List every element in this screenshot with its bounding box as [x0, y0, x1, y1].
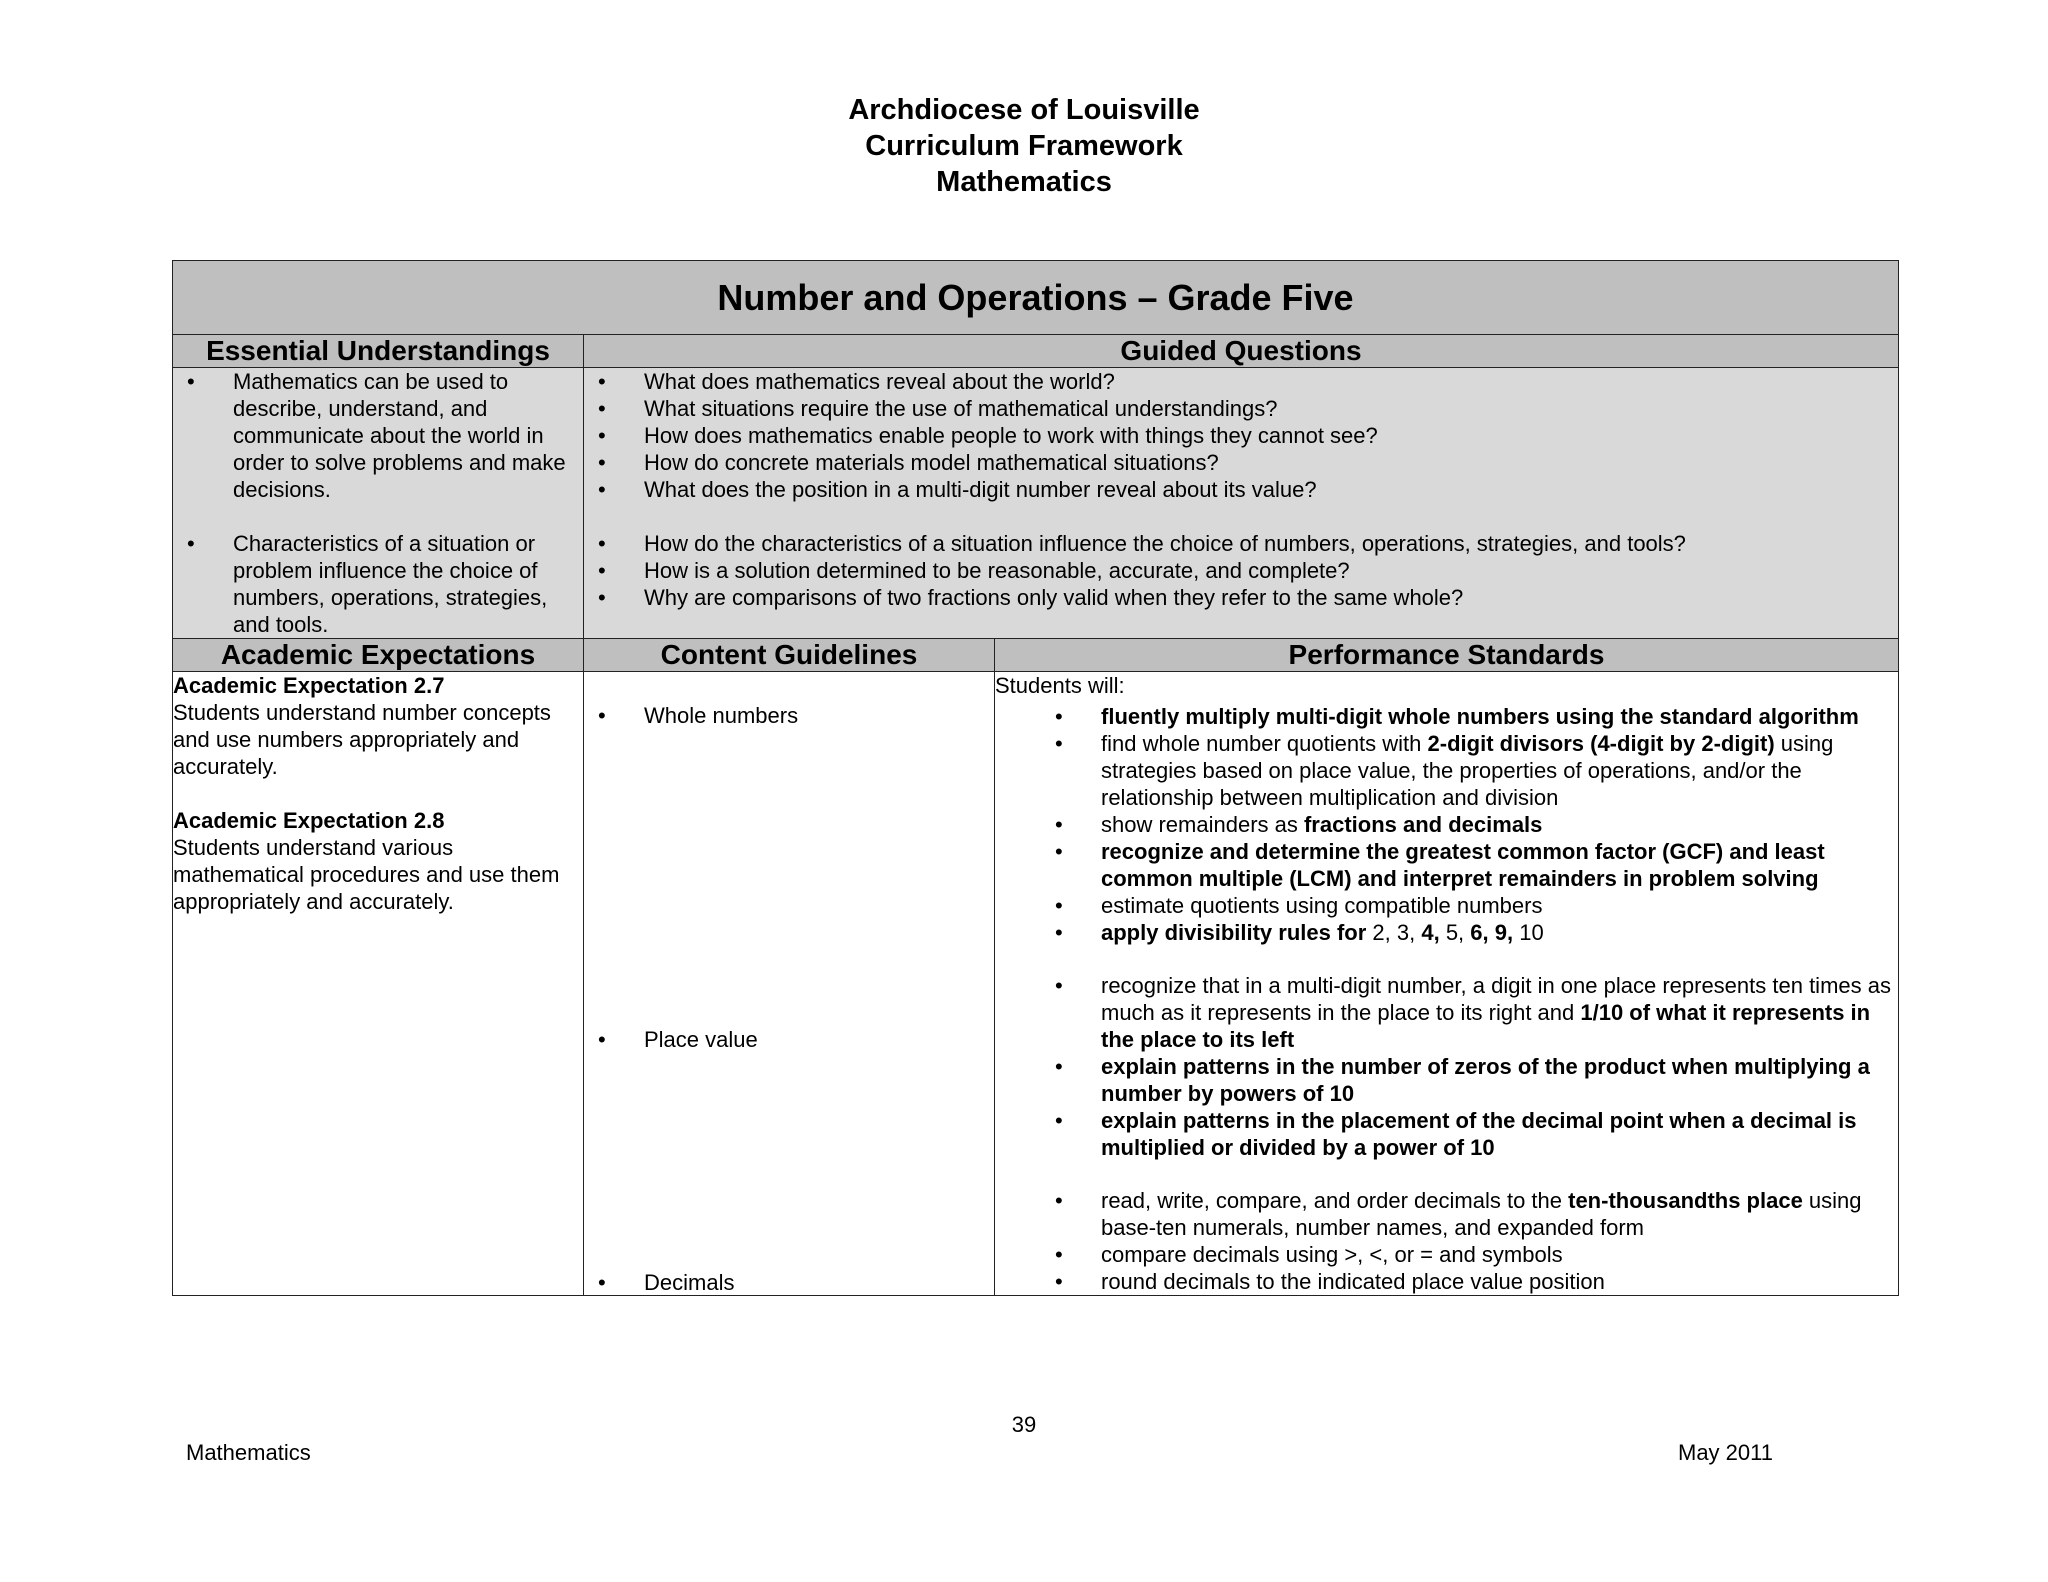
- academic-expectation: [173, 672, 583, 780]
- academic-expectation-title: Academic Expectation 2.7: [173, 673, 445, 698]
- performance-standard: [995, 1241, 1898, 1268]
- text: compare decimals using >, <, or = and symbols: [1101, 1242, 1563, 1267]
- performance-standard: [995, 703, 1898, 730]
- content-guidelines-cell: [584, 672, 995, 1296]
- performance-standard: [995, 1053, 1898, 1107]
- content-guideline: • Whole numbers: [584, 702, 994, 729]
- text: using strategies based on place value, the properties of operations, and/or the relationship between multiplication and division: [1101, 731, 1834, 810]
- header-framework: Curriculum Framework: [865, 130, 1183, 162]
- bold-text: ten-thousandths place: [1568, 1188, 1803, 1213]
- text: 5,: [1439, 920, 1471, 945]
- table-title: Number and Operations – Grade Five: [173, 261, 1899, 335]
- bold-text: apply divisibility rules for: [1101, 920, 1367, 945]
- guided-question: • Why are comparisons of two fractions only valid when they refer to the same whole?: [584, 584, 1898, 611]
- text: 10: [1513, 920, 1544, 945]
- performance-standard: [995, 730, 1898, 811]
- performance-standards-cell: [995, 672, 1899, 1296]
- bold-text: 2-digit divisors (4-digit by 2-digit): [1427, 731, 1775, 756]
- essential-item: • Characteristics of a situation or problem influence the choice of numbers, operations, strategies, and tools.: [173, 530, 583, 638]
- guided-question: • How do the characteristics of a situation influence the choice of numbers, operations, strategies, and tools?: [584, 530, 1898, 557]
- text: recognize that in a multi-digit number, a digit in one place represents ten times as much as it represents in the place to its right and: [1101, 973, 1891, 1025]
- header-subject: Mathematics: [936, 166, 1112, 198]
- bold-text: recognize and determine the greatest common factor (GCF) and least common multiple (LCM) and interpret remainders in problem solving: [1101, 839, 1825, 891]
- text: find whole number quotients with: [1101, 731, 1428, 756]
- performance-standard: [995, 919, 1898, 946]
- performance-intro: Students will:: [995, 673, 1125, 698]
- performance-standards-heading: Performance Standards: [995, 639, 1899, 672]
- text: show remainders as: [1101, 812, 1304, 837]
- text: using base-ten numerals, number names, and expanded form: [1101, 1188, 1862, 1240]
- text: 2, 3,: [1366, 920, 1422, 945]
- guided-questions-heading: Guided Questions: [584, 335, 1899, 368]
- performance-standard: [995, 1107, 1898, 1161]
- bold-text: fractions and decimals: [1303, 812, 1543, 837]
- document-header: [0, 92, 2048, 200]
- performance-standard: [995, 892, 1898, 919]
- guided-question: • What situations require the use of mathematical understandings?: [584, 395, 1898, 422]
- guided-question: • How is a solution determined to be reasonable, accurate, and complete?: [584, 557, 1898, 584]
- bold-text: fluently multiply multi-digit whole numbers using the standard algorithm: [1101, 704, 1859, 729]
- performance-standard: [995, 1268, 1898, 1295]
- bold-text: 6, 9,: [1470, 920, 1514, 945]
- footer-date: May 2011: [1678, 1440, 1773, 1465]
- academic-expectation-text: Students understand number concepts and use numbers appropriately and accurately.: [173, 700, 551, 779]
- text: estimate quotients using compatible numbers: [1101, 893, 1543, 918]
- academic-expectations-cell: [173, 672, 584, 1296]
- footer-subject: Mathematics: [186, 1440, 311, 1465]
- academic-expectation: [173, 807, 583, 915]
- bold-text: 4,: [1421, 920, 1440, 945]
- bold-text: 1/10 of what it represents in the place to its left: [1101, 1000, 1871, 1052]
- content-guideline: • Place value: [584, 1026, 994, 1053]
- text: round decimals to the indicated place value position: [1101, 1269, 1605, 1294]
- performance-standard: [995, 811, 1898, 838]
- guided-question: • How does mathematics enable people to work with things they cannot see?: [584, 422, 1898, 449]
- guided-question: • What does mathematics reveal about the world?: [584, 368, 1898, 395]
- essential-item: • Mathematics can be used to describe, understand, and communicate about the world in order to solve problems and make decisions.: [173, 368, 583, 503]
- academic-expectation-text: Students understand various mathematical procedures and use them appropriately and accurately.: [173, 835, 560, 914]
- text: read, write, compare, and order decimals to the: [1101, 1188, 1569, 1213]
- guided-question: • What does the position in a multi-digit number reveal about its value?: [584, 476, 1898, 503]
- guided-questions-cell: [584, 368, 1899, 639]
- performance-standard: [995, 1187, 1898, 1241]
- page-number: 39: [1011, 1412, 1037, 1437]
- performance-standard: [995, 838, 1898, 892]
- curriculum-table: [172, 260, 1899, 1296]
- bold-text: explain patterns in the placement of the decimal point when a decimal is multiplied or divided by a power of 10: [1101, 1108, 1857, 1160]
- guided-question: • How do concrete materials model mathematical situations?: [584, 449, 1898, 476]
- bold-text: explain patterns in the number of zeros of the product when multiplying a number by powers of 10: [1101, 1054, 1870, 1106]
- academic-expectations-heading: Academic Expectations: [173, 639, 584, 672]
- essential-understandings-cell: [173, 368, 584, 639]
- performance-standard: [995, 972, 1898, 1053]
- header-organization: Archdiocese of Louisville: [848, 94, 1200, 126]
- content-guidelines-heading: Content Guidelines: [584, 639, 995, 672]
- essential-understandings-heading: Essential Understandings: [173, 335, 584, 368]
- content-guideline: • Decimals: [584, 1269, 994, 1296]
- academic-expectation-title: Academic Expectation 2.8: [173, 808, 445, 833]
